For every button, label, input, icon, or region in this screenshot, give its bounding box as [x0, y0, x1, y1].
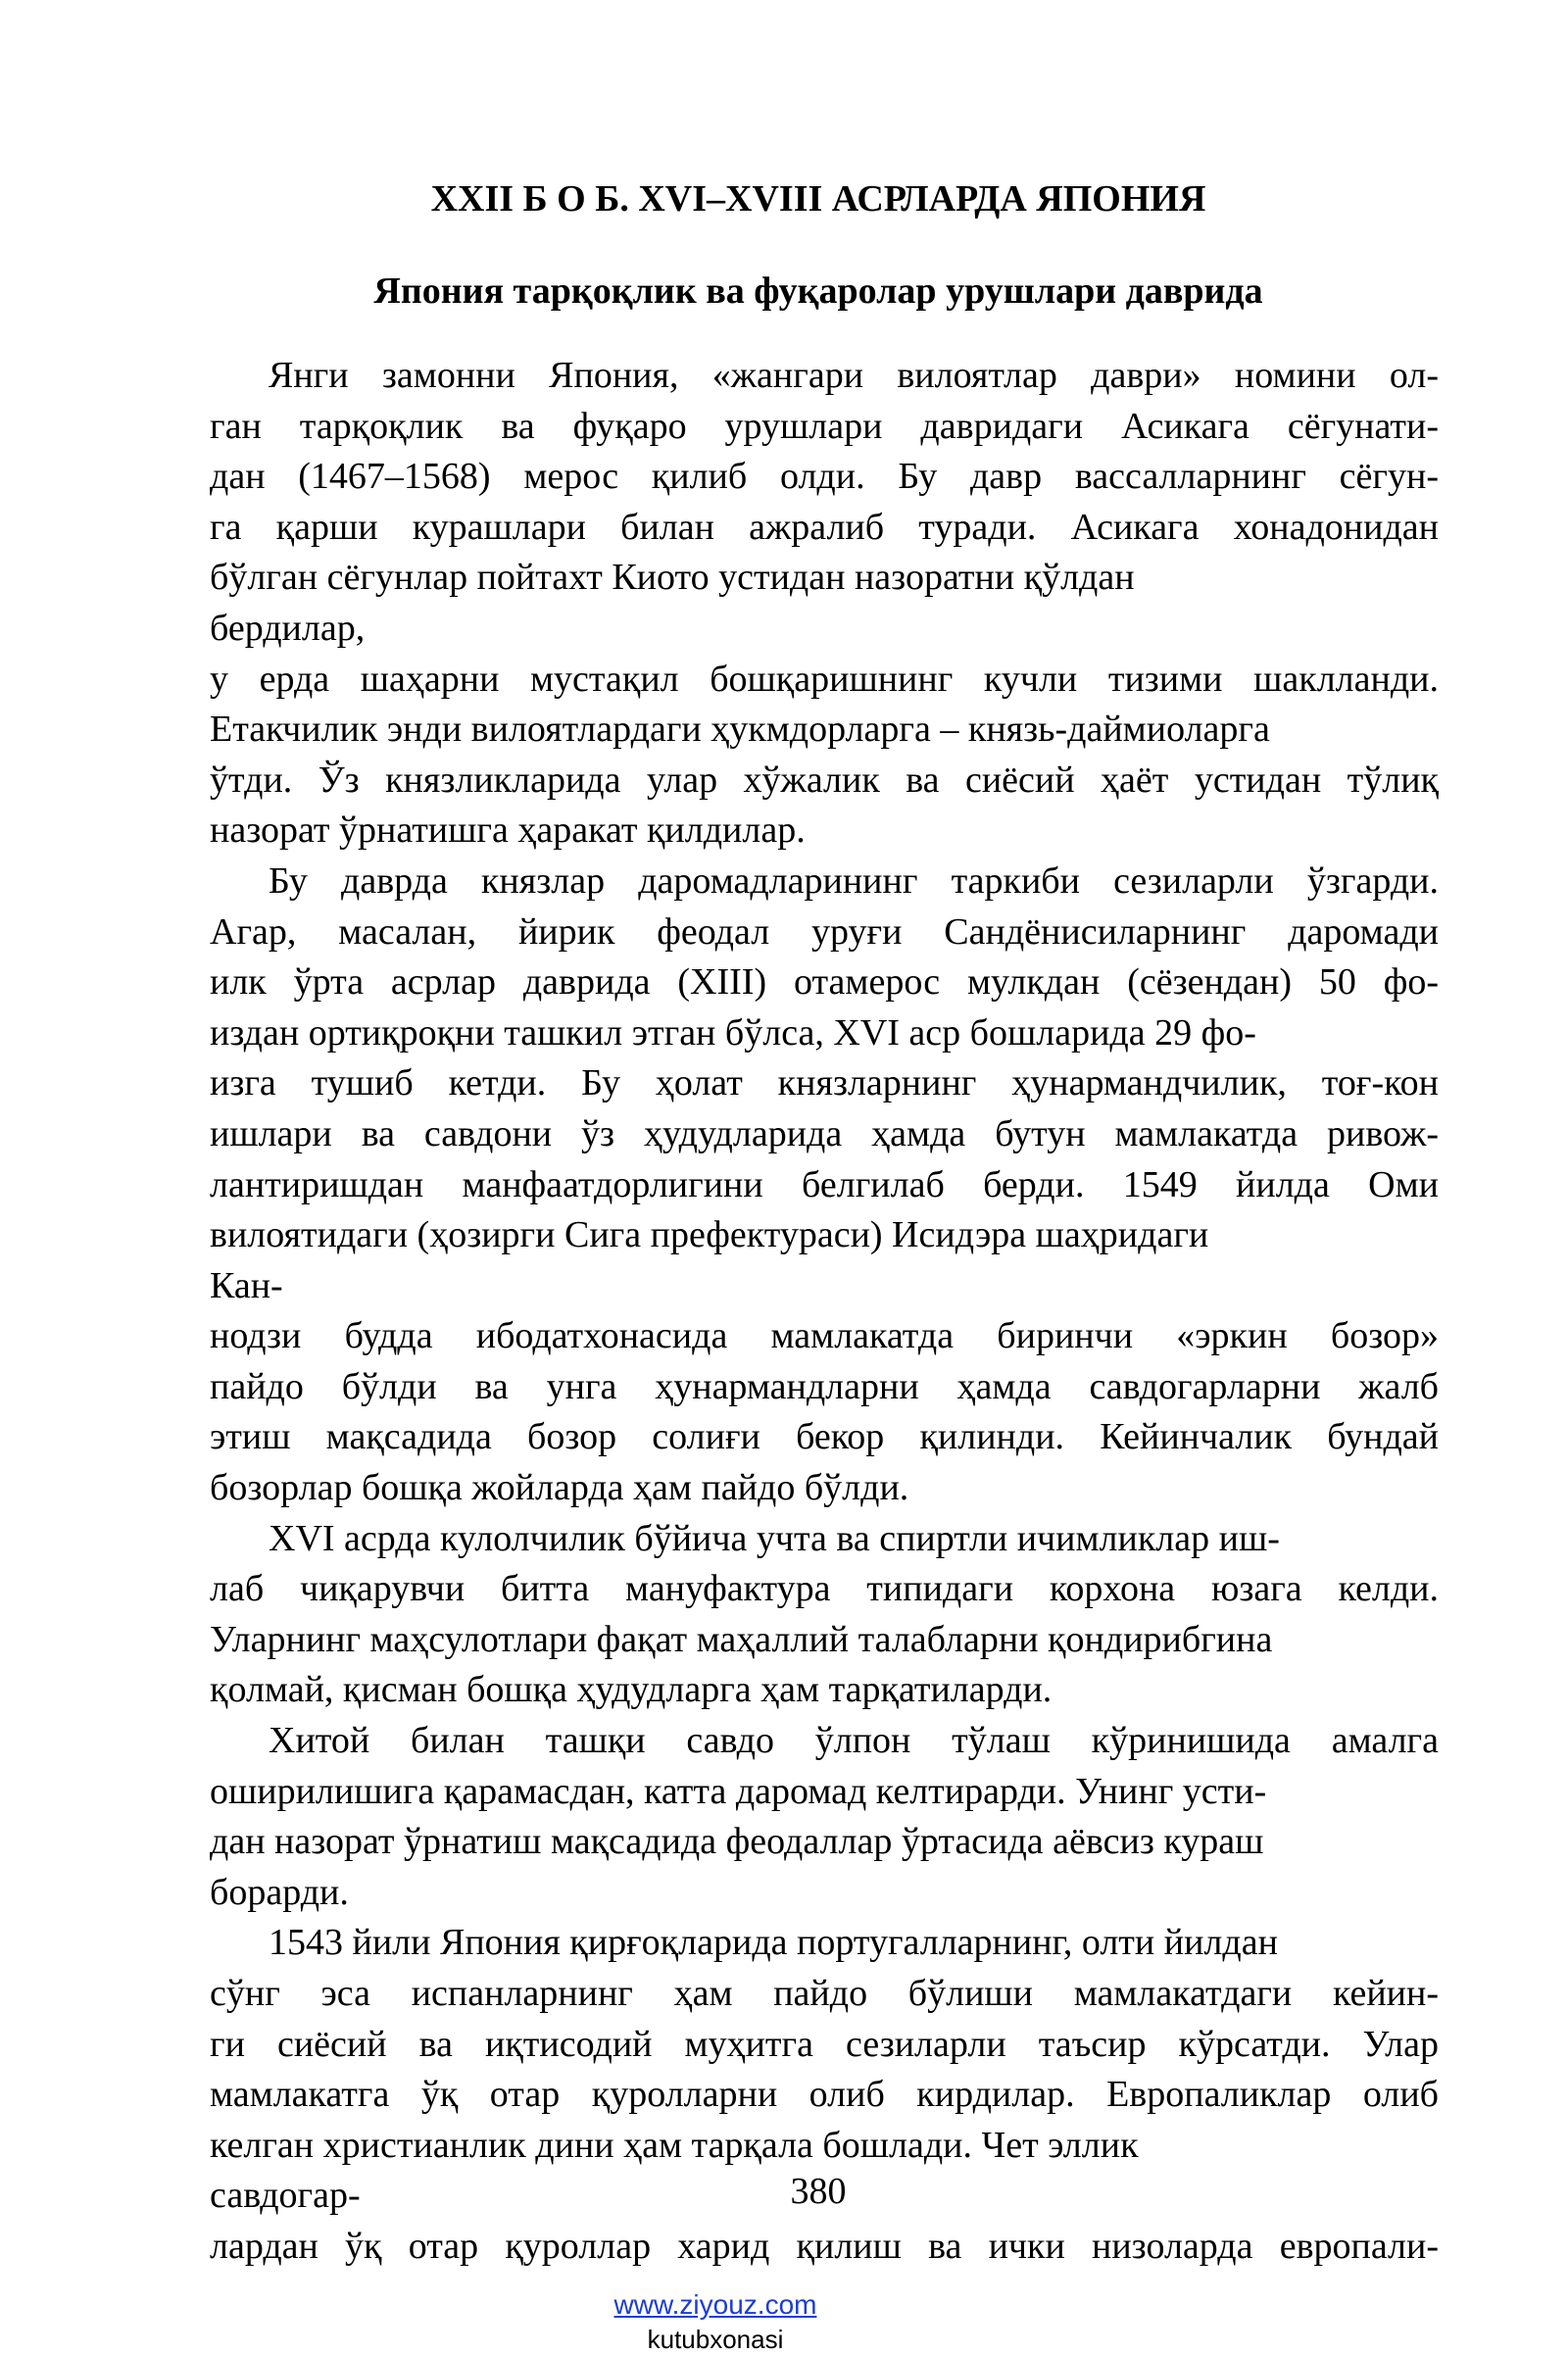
- text-line: келган христианлик дини ҳам тарқала бошлади. Чет эллик: [210, 2124, 1139, 2166]
- text-line: оширилишига қарамасдан, катта даромад келтирарди. Унинг усти-: [210, 1770, 1267, 1812]
- text-line: га қарши курашлари билан ажралиб туради. Асикага хонадонидан: [210, 506, 1439, 548]
- text-line: лантиришдан манфаатдорлигини белгилаб берди. 1549 йилда Оми: [210, 1163, 1439, 1205]
- text-line: мамлакатга ўқ отар қуролларни олиб кирдилар. Европаликлар олиб: [210, 2074, 1439, 2116]
- text-line: савдогар-: [210, 2175, 361, 2217]
- footer-subtitle: kutubxonasi: [647, 2325, 784, 2354]
- text-line: лаб чиқарувчи битта мануфактура типидаги корхона юзага келди.: [210, 1568, 1439, 1610]
- text-line: сўнг эса испанларнинг ҳам пайдо бўлиши мамлакатдаги кейин-: [210, 1973, 1439, 2014]
- text-line: Хитой билан ташқи савдо ўлпон тўлаш кўринишида амалга: [269, 1720, 1439, 1762]
- text-line: қолмай, қисман бошқа ҳудудларга ҳам тарқатиларди.: [210, 1669, 1053, 1711]
- text-line: назорат ўрнатишга ҳаракат қилдилар.: [210, 809, 806, 852]
- text-line: у ерда шаҳарни мустақил бошқаришнинг кучли тизими шаклланди.: [210, 658, 1439, 700]
- text-line: бозорлар бошқа жойларда ҳам пайдо бўлди.: [210, 1467, 909, 1509]
- text-line: XVI асрда кулолчилик бўйича учта ва спиртли ичимликлар иш-: [269, 1517, 1280, 1559]
- text-line: 1543 йили Япония қирғоқларида португалларнинг, олти йилдан: [269, 1922, 1278, 1964]
- section-title: Япония тарқоқлик ва фуқаролар урушлари даврида: [373, 270, 1263, 312]
- text-line: дан назорат ўрнатиш мақсадида феодаллар ўртасида аёвсиз кураш: [210, 1821, 1264, 1863]
- body-text: [210, 351, 1439, 2273]
- text-line: Кан-: [210, 1264, 283, 1306]
- text-line: ги сиёсий ва иқтисодий муҳитга сезиларли таъсир кўрсатди. Улар: [210, 2023, 1439, 2065]
- text-line: вилоятидаги (ҳозирги Сига префектураси) Исидэра шаҳридаги: [210, 1214, 1209, 1256]
- text-line: бердилар,: [210, 607, 366, 649]
- text-line: илк ўрта асрлар даврида (XIII) отамерос мулкдан (сёзендан) 50 фо-: [210, 961, 1439, 1004]
- text-line: лардан ўқ отар қуроллар харид қилиш ва ички низоларда европали-: [210, 2225, 1439, 2267]
- text-line: ишлари ва савдони ўз ҳудудларида ҳамда бутун мамлакатда ривож-: [210, 1112, 1439, 1154]
- text-line: борарди.: [210, 1871, 349, 1913]
- footer-link[interactable]: www.ziyouz.com: [613, 2289, 817, 2320]
- chapter-title: XXII Б О Б. XVI–XVIII АСРЛАРДА ЯПОНИЯ: [430, 178, 1206, 220]
- page-number: 380: [790, 2171, 847, 2212]
- text-line: бўлган сёгунлар пойтахт Киото устидан назоратни қўлдан: [210, 557, 1135, 599]
- text-line: ўтди. Ўз князликларида улар хўжалик ва сиёсий ҳаёт устидан тўлиқ: [210, 759, 1439, 801]
- text-line: Янги замонни Япония, «жангари вилоятлар даври» номини ол-: [269, 355, 1439, 396]
- text-line: нодзи будда ибодатхонасида мамлакатда биринчи «эркин бозор»: [210, 1315, 1439, 1357]
- text-line: Бу даврда князлар даромадларининг таркиби сезиларли ўзгарди.: [269, 859, 1439, 902]
- text-line: Уларнинг маҳсулотлари фақат маҳаллий талабларни қондирибгина: [210, 1618, 1273, 1660]
- text-line: изга тушиб кетди. Бу ҳолат князларнинг ҳунармандчилик, тоғ-кон: [210, 1062, 1439, 1104]
- text-line: ган тарқоқлик ва фуқаро урушлари давридаги Асикага сёгунати-: [210, 405, 1439, 447]
- text-line: издан ортиқроқни ташкил этган бўлса, XVI аср бошларида 29 фо-: [210, 1011, 1256, 1054]
- text-line: этиш мақсадида бозор солиғи бекор қилинди. Кейинчалик бундай: [210, 1416, 1439, 1458]
- text-line: Агар, масалан, йирик феодал уруғи Сандёнисиларнинг даромади: [210, 910, 1439, 953]
- text-line: пайдо бўлди ва унга ҳунармандларни ҳамда савдогарларни жалб: [210, 1365, 1439, 1407]
- text-line: Етакчилик энди вилоятлардаги ҳукмдорларга – князь-даймиоларга: [210, 709, 1270, 751]
- text-line: дан (1467–1568) мерос қилиб олди. Бу давр вассалларнинг сёгун-: [210, 456, 1439, 498]
